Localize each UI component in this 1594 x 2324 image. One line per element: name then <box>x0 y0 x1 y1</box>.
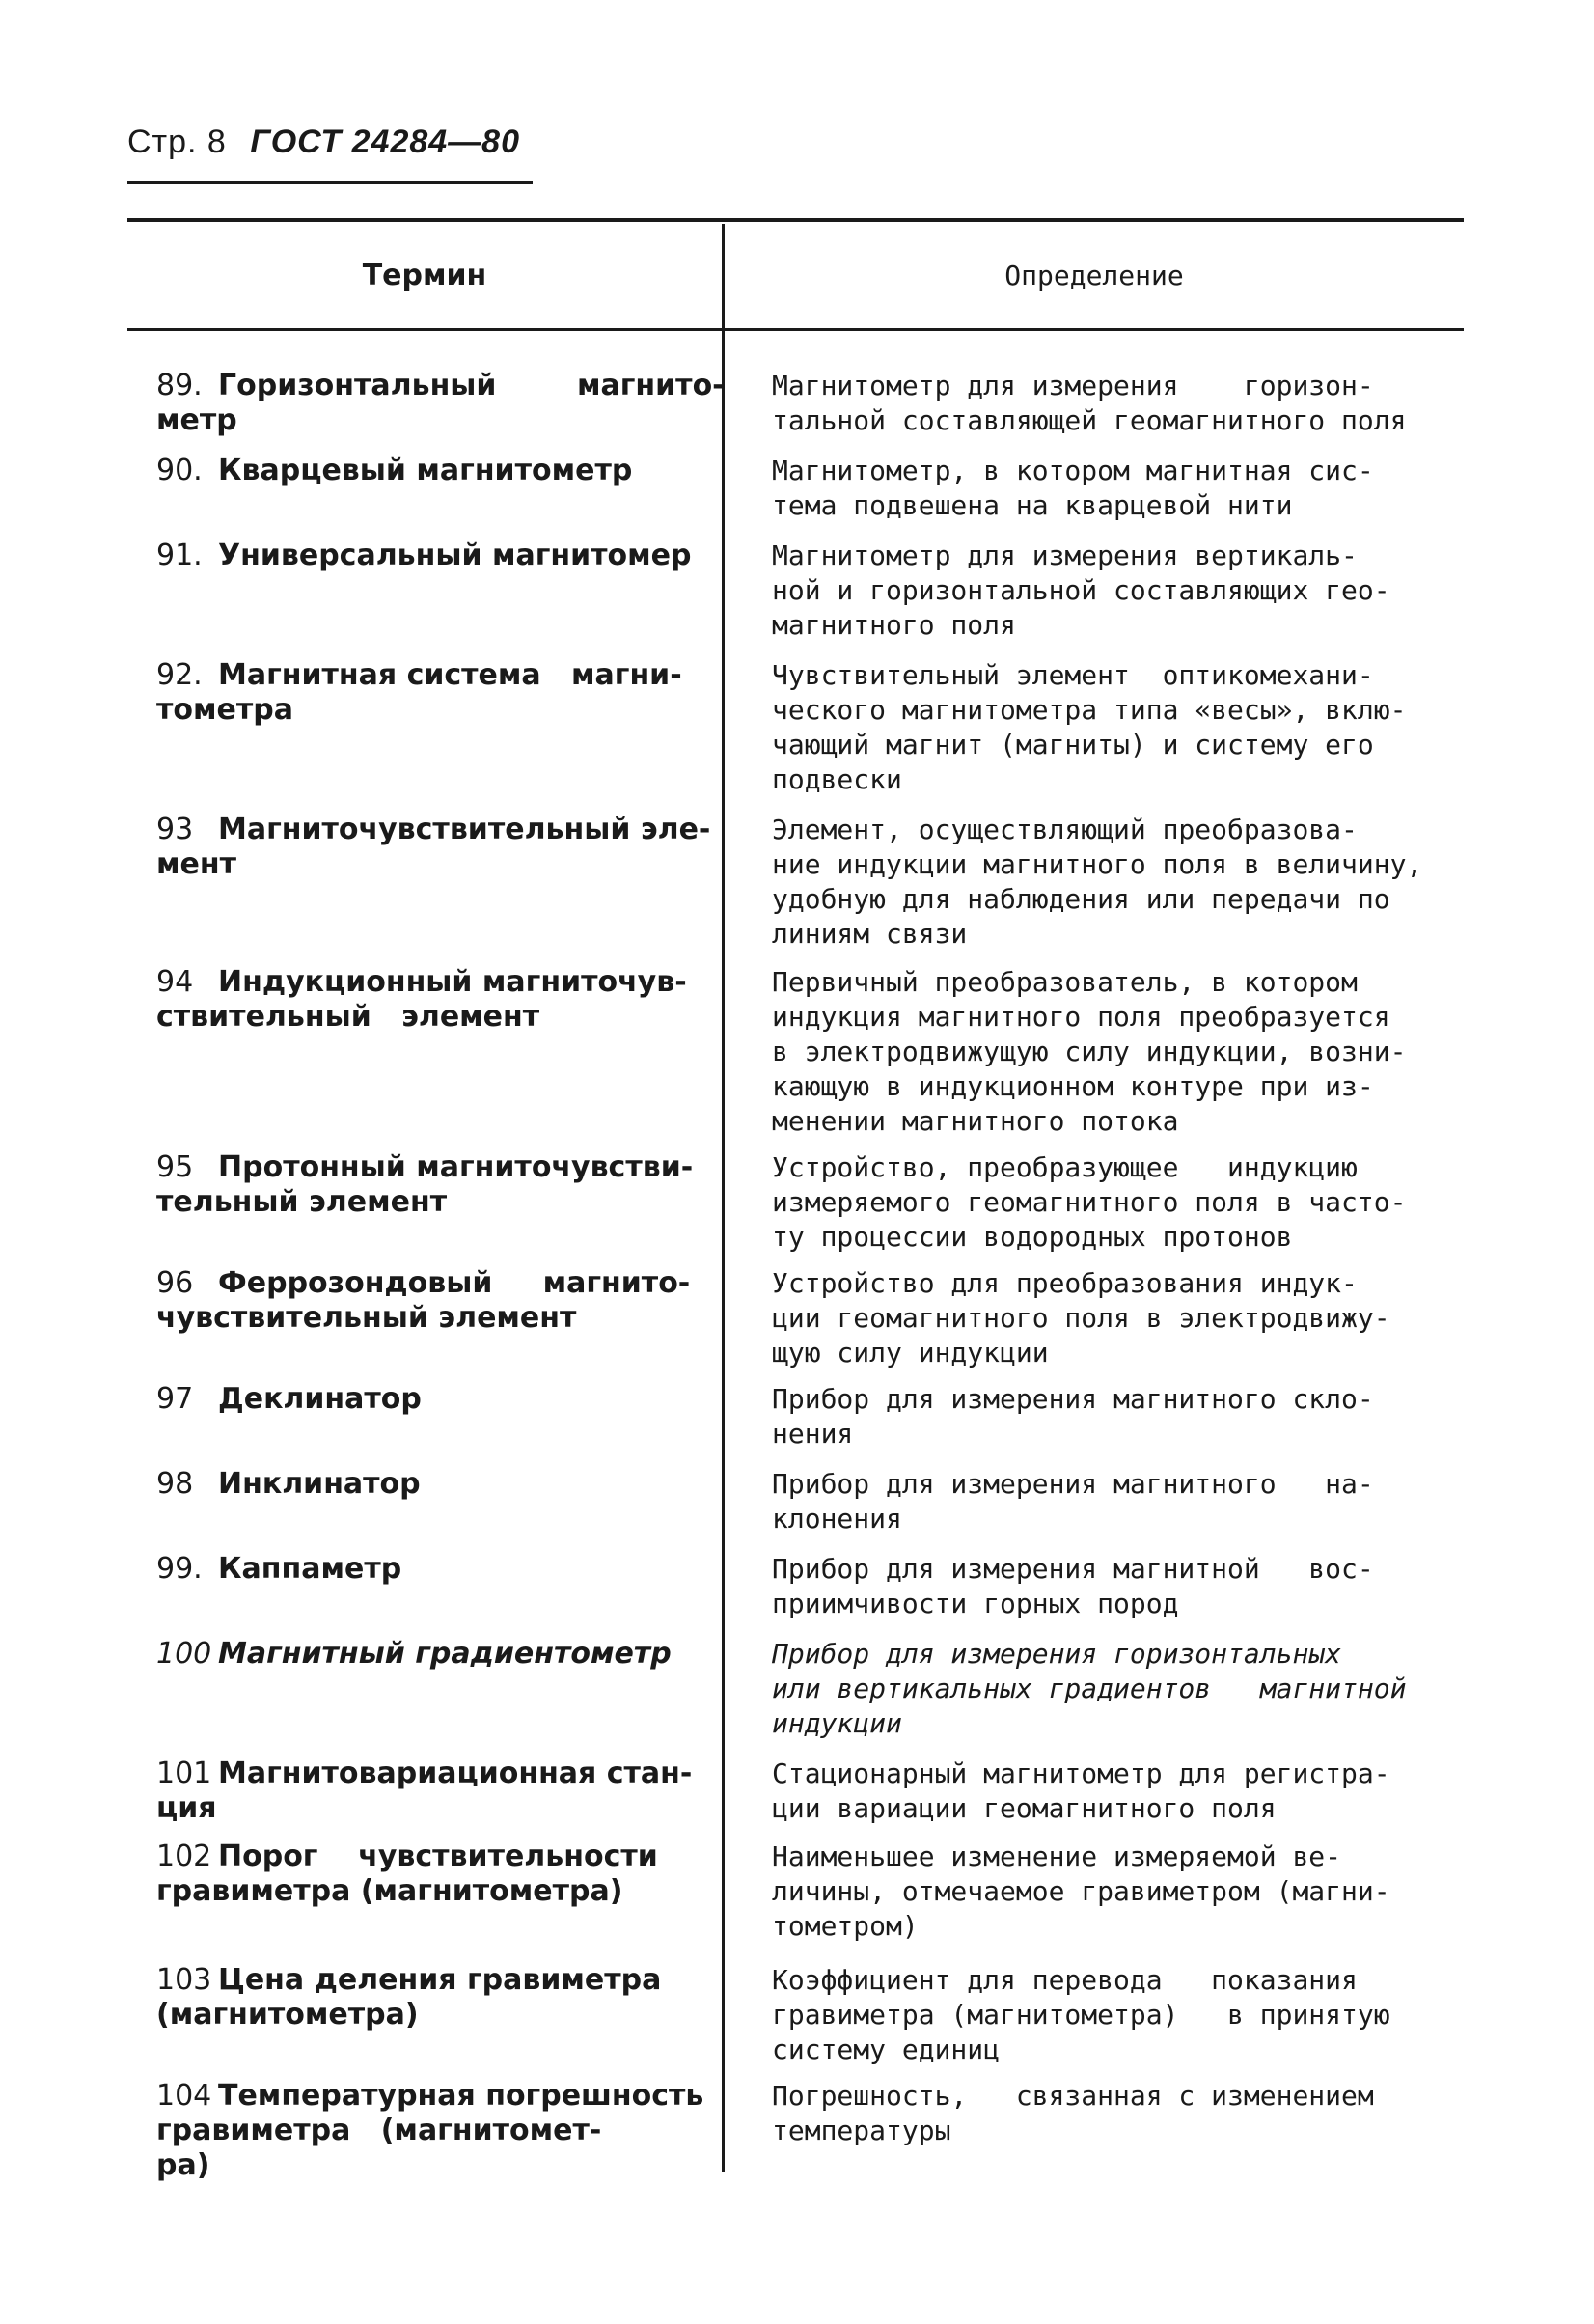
header-underline <box>127 181 533 184</box>
table-header-divider <box>127 328 1464 331</box>
term-cell: 100 Магнитный градиентометр <box>156 1637 672 1671</box>
definition-cell: Стационарный магнитометр для регистра- ции вариации геомагнитного поля <box>772 1757 1390 1824</box>
term-cell: 97 Деклинатор <box>156 1382 422 1416</box>
definition-cell: Прибор для измерения горизонтальных или вертикальных градиентов магнитной индукции <box>772 1638 1407 1739</box>
term-cell: 102 Порог чувствительности гравиметра (магнитометра) <box>156 1840 658 1908</box>
definition-cell: Чувствительный элемент оптикомехани- ческого магнитометра типа «весы», вклю- чающий магнит (магниты) и систему его подвески <box>772 659 1407 795</box>
term-cell: 89. Горизонтальный магнито- метр <box>156 369 725 437</box>
term-cell: 103 Цена деления гравиметра (магнитометра) <box>156 1963 662 2032</box>
term-cell: 98 Инклинатор <box>156 1467 421 1501</box>
term-cell: 104 Температурная погрешность гравиметра (магнитомет- ра) <box>156 2079 704 2182</box>
column-divider <box>722 224 725 2172</box>
definition-cell: Прибор для измерения магнитного на- клонения <box>772 1468 1374 1535</box>
definition-cell: Первичный преобразователь, в котором индукция магнитного поля преобразуется в электродвижущую силу индукции, возни- кающую в индукционном контуре при из- менении магнитного потока <box>772 966 1407 1137</box>
term-cell: 94 Индукционный магниточув- ствительный элемент <box>156 965 687 1034</box>
term-cell: 91. Универсальный магнитомер <box>156 539 692 572</box>
definition-cell: Прибор для измерения магнитного скло- нения <box>772 1383 1374 1450</box>
definition-cell: Наименьшее изменение измеряемой ве- личины, отмечаемое гравиметром (магни- тометром) <box>772 1840 1390 1942</box>
term-cell: 96 Феррозондовый магнито- чувствительный элемент <box>156 1266 691 1335</box>
term-cell: 101 Магнитовариационная стан- ция <box>156 1757 693 1825</box>
page-number: Стр. 8 <box>127 124 227 160</box>
definition-cell: Магнитометр для измерения вертикаль- ной и горизонтальной составляющих гео- магнитного поля <box>772 540 1390 641</box>
term-cell: 95 Протонный магниточувстви- тельный элемент <box>156 1150 694 1219</box>
definition-cell: Элемент, осуществляющий преобразова- ние индукции магнитного поля в величину, удобную для наблюдения или передачи по линиям связи <box>772 814 1423 950</box>
column-header-definition: Определение <box>1004 260 1184 291</box>
table-top-rule <box>127 218 1464 222</box>
page-header <box>127 124 520 161</box>
definition-cell: Погрешность, связанная с изменением температуры <box>772 2080 1374 2146</box>
definition-cell: Устройство, преобразующее индукцию измеряемого геомагнитного поля в часто- ту процессии водородных протонов <box>772 1151 1407 1253</box>
term-cell: 93 Магниточувствительный эле- мент <box>156 813 711 881</box>
term-cell: 99. Каппаметр <box>156 1552 402 1586</box>
definition-cell: Магнитометр для измерения горизон- тальной составляющей геомагнитного поля <box>772 370 1407 436</box>
term-cell: 90. Кварцевый магнитометр <box>156 454 633 487</box>
column-header-term: Термин <box>362 259 487 292</box>
definition-cell: Устройство для преобразования индук- ции геомагнитного поля в электродвижу- щую силу индукции <box>772 1267 1390 1369</box>
term-cell: 92. Магнитная система магни- тометра <box>156 658 682 727</box>
definition-cell: Прибор для измерения магнитной вос- приимчивости горных пород <box>772 1553 1374 1619</box>
definition-cell: Коэффициент для перевода показания гравиметра (магнитометра) в принятую систему единиц <box>772 1964 1390 2065</box>
definition-cell: Магнитометр, в котором магнитная сис- тема подвешена на кварцевой нити <box>772 455 1374 521</box>
standard-code: ГОСТ 24284—80 <box>250 124 521 160</box>
